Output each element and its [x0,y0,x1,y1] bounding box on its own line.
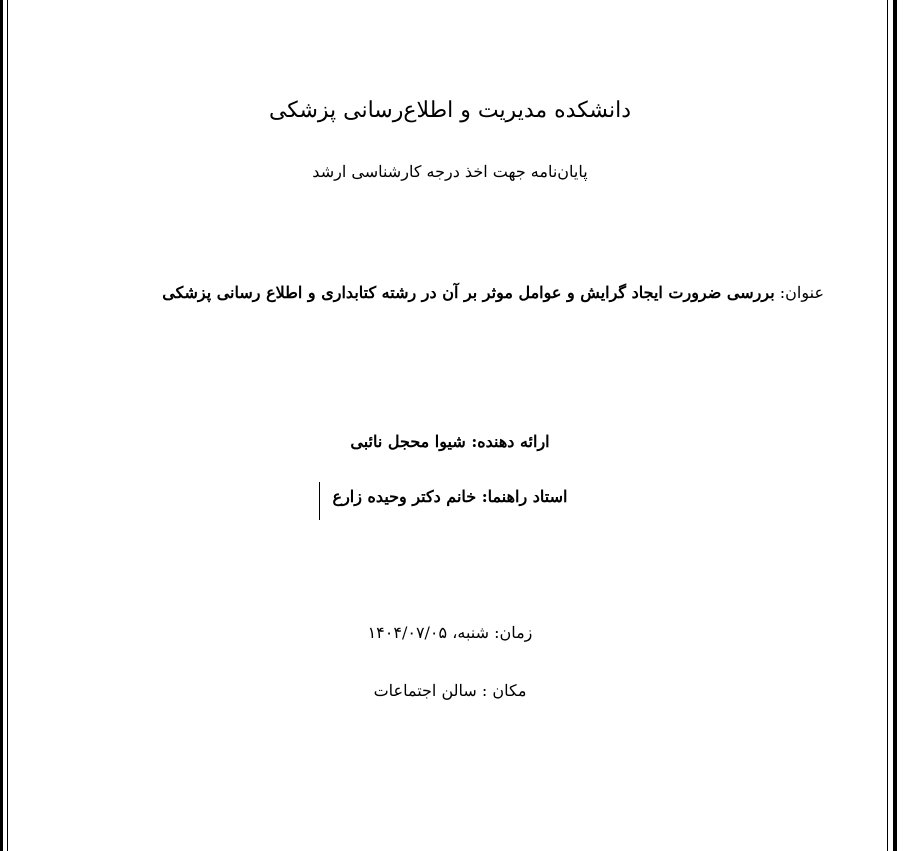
time-line [300,623,600,642]
place-line [300,681,600,700]
presenter-label: ارائه دهنده: [471,432,550,451]
time-value: شنبه، ۱۴۰۴/۰۷/۰۵ [367,623,489,642]
degree-text: پایان‌نامه جهت اخذ درجه کارشناسی ارشد [312,162,588,181]
advisor-name: خانم دکتر وحیده زارع [332,487,477,506]
time-label: زمان: [494,623,533,642]
degree-line [252,162,648,181]
thesis-title-label: عنوان: [779,283,824,302]
presenter-name: شیوا محجل نائبی [350,432,466,451]
text-cursor [319,482,320,520]
presenter-line [290,432,610,451]
thesis-title-value: بررسی ضرورت ایجاد گرایش و عوامل موثر بر آن در رشته کتابداری و اطلاع رسانی پزشکی [162,283,775,302]
place-label: مکان : [481,681,527,700]
thesis-title [110,283,824,302]
faculty-text: دانشکده مدیریت و اطلاع‌رسانی پزشکی [268,98,632,123]
advisor-line [320,487,580,506]
place-value: سالن اجتماعات [373,681,477,700]
advisor-label: استاد راهنما: [481,487,568,506]
faculty-heading [232,98,668,123]
